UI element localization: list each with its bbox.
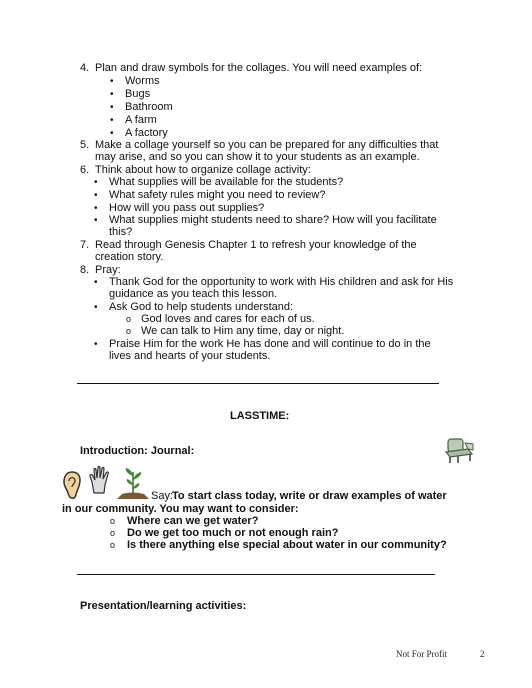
bullet: • [94,215,98,226]
sub-sub-item: We can talk to Him any time, day or night. [141,325,345,337]
bullet: • [110,128,114,139]
hand-icon [88,465,112,495]
list-number: 6. [80,164,90,176]
sub-item: Worms [125,75,160,87]
sub-item: What supplies will be available for the students? [109,176,344,188]
sub-item: What safety rules might you need to review? [109,189,326,201]
bullet: • [94,190,98,201]
sub-item: A factory [125,127,168,139]
bullet: • [110,76,114,87]
chair-icon [443,435,477,465]
bullet: • [94,302,98,313]
list-item-text: Plan and draw symbols for the collages. You will need examples of: [95,62,423,74]
sub-item-continued: lives and hearts of your students. [109,350,271,362]
sub-item: What supplies might students need to share? How will you facilitate [109,214,437,226]
circle-bullet: o [110,528,116,538]
list-item-text: Make a collage yourself so you can be prepared for any difficulties that [95,139,439,151]
bullet: • [110,115,114,126]
list-item-text: Read through Genesis Chapter 1 to refresh your knowledge of the [95,239,417,251]
bullet: • [110,102,114,113]
bullet: • [110,89,114,100]
footer-text: Not For Profit [396,649,448,659]
sub-item: Bugs [125,88,151,100]
bullet: • [94,277,98,288]
list-item-text: Think about how to organize collage activity: [95,164,311,176]
sub-item-continued: guidance as you teach this lesson. [109,288,278,300]
sub-sub-item: God loves and cares for each of us. [141,313,315,325]
list-number: 5. [80,139,90,151]
horizontal-rule [77,574,435,575]
introduction-heading: Introduction: Journal: [80,445,195,457]
say-label: Say: [151,490,174,502]
list-number: 7. [80,239,90,251]
sub-item: Ask God to help students understand: [109,301,294,313]
question-item: Where can we get water? [127,515,259,527]
circle-bullet: o [126,314,132,324]
bullet: • [94,339,98,350]
bullet: • [94,177,98,188]
horizontal-rule [77,383,439,384]
sub-item: Bathroom [125,101,173,113]
say-text-continued: in our community. You may want to consider: [62,503,299,515]
bullet: • [94,203,98,214]
sub-item: Thank God for the opportunity to work with His children and ask for His [109,276,454,288]
page-number: 2 [480,649,485,659]
circle-bullet: o [126,326,132,336]
list-number: 4. [80,62,90,74]
question-item: Is there anything else special about water in our community? [127,539,447,551]
list-item-text: may arise, and so you can show it to your students as an example. [95,151,420,163]
list-item-text: Pray: [95,264,121,276]
section-title: LASSTIME: [230,410,290,422]
list-item-text: creation story. [95,251,164,263]
question-item: Do we get too much or not enough rain? [127,527,339,539]
list-number: 8. [80,264,90,276]
presentation-heading: Presentation/learning activities: [80,600,247,612]
circle-bullet: o [110,540,116,550]
seedling-icon [117,466,149,500]
sub-item-continued: this? [109,226,133,238]
sub-item: Praise Him for the work He has done and will continue to do in the [109,338,431,350]
say-text: To start class today, write or draw examples of water [172,490,447,502]
sub-item: How will you pass out supplies? [109,202,265,214]
ear-icon [62,470,82,500]
circle-bullet: o [110,516,116,526]
sub-item: A farm [125,114,157,126]
